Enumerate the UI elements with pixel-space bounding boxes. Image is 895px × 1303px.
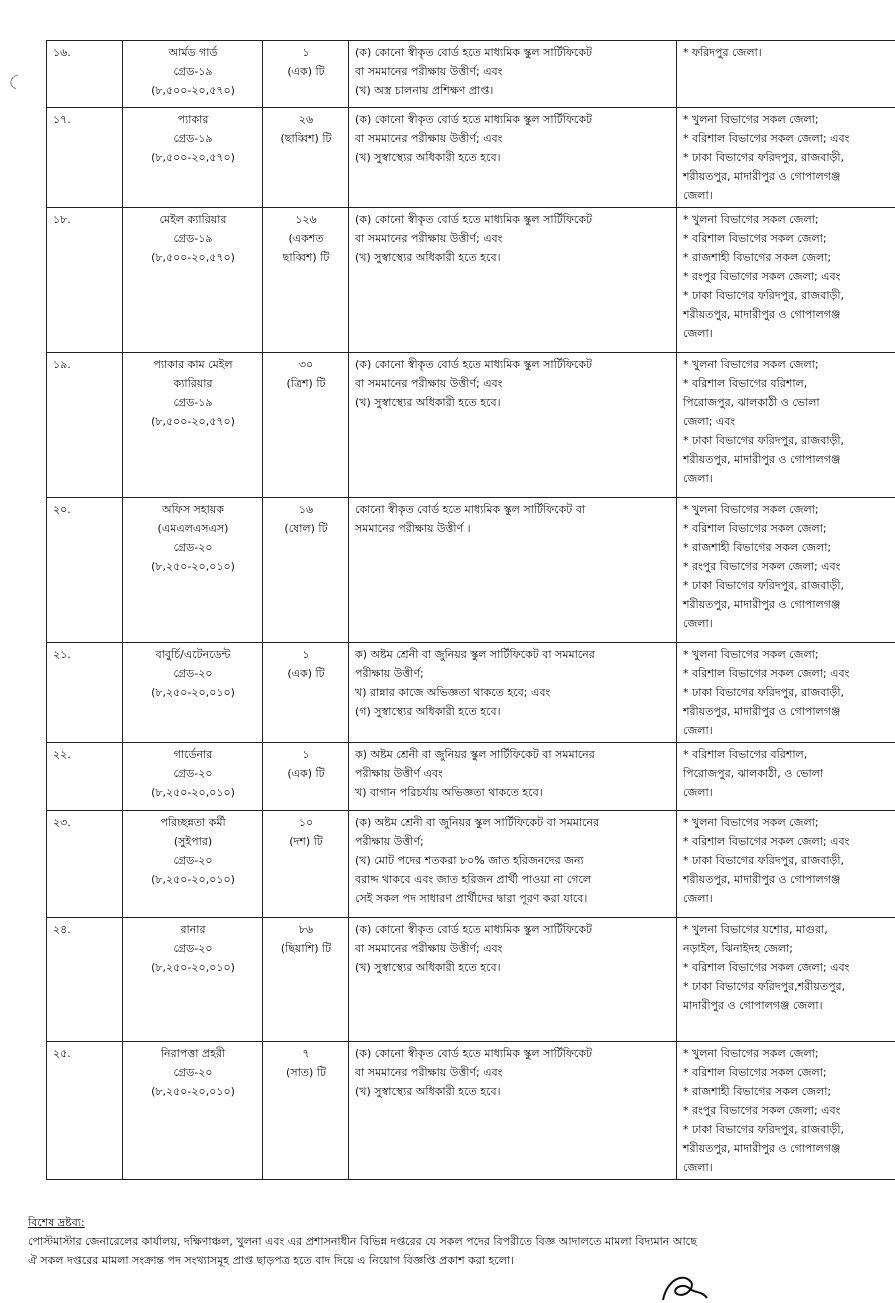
serial-number: ২০. (53, 503, 71, 516)
qualification-line: (ক) অষ্টম শ্রেনী বা জুনিয়র স্কুল সার্টিফিকেট বা সমমানের (355, 816, 600, 829)
qualification-line: সমমানের পরীক্ষায় উত্তীর্ণ । (355, 522, 471, 535)
post-name-line: গ্রেড-২০ (173, 541, 213, 554)
note-line: পোস্টমাস্টার জেনারেলের কার্যালয়, দক্ষিণাঞ্চল, খুলনা এবং এর প্রশাসনাধীন বিভিন্ন দপ্তরের যে সকল পদের বিপরীতে বিজ্ঞ আদালতে মামলা বিদ্যমান আছে (28, 1235, 697, 1248)
job-row (47, 1042, 895, 1180)
qualification-line: (খ) অস্ত্র চালনায় প্রশিক্ষণ প্রাপ্ত। (355, 84, 494, 97)
qualification-line: ক) অষ্টম শ্রেনী বা জুনিয়র স্কুল সার্টিফিকেট বা সমমানের (355, 648, 595, 661)
post-count-cell (263, 811, 349, 918)
signature-icon (655, 1268, 715, 1303)
district-line: * ফরিদপুর জেলা। (683, 46, 762, 59)
serial-number: ১৭. (53, 113, 71, 126)
qualification-line: (ক) কোনো স্বীকৃত বোর্ড হতে মাধ্যমিক স্কুল সার্টিফিকেট (355, 113, 593, 126)
district-line: * রংপুর বিভাগের সকল জেলা; এবং (683, 1104, 841, 1117)
qualification-line: (খ) সুস্বাস্থ্যের অধিকারী হতে হবে। (355, 151, 501, 164)
post-name-line: প্যাকার কাম মেইল (153, 358, 233, 371)
qualification-line: পরীক্ষায় উত্তীর্ণ; (355, 835, 424, 848)
post-name-line: (৮,৫০০-২০,৫৭০) (151, 415, 235, 428)
qualification-line: বা সমমানের পরীক্ষায় উত্তীর্ণ; এবং (355, 942, 503, 955)
district-line: * ঢাকা বিভাগের ফরিদপুর, রাজবাড়ী, (683, 151, 845, 164)
post-name-cell (123, 498, 263, 643)
post-name-cell (123, 353, 263, 498)
qualification-line: (ক) কোনো স্বীকৃত বোর্ড হতে মাধ্যমিক স্কুল সার্টিফিকেট (355, 46, 593, 59)
post-name-cell (123, 643, 263, 743)
district-line: * রংপুর বিভাগের সকল জেলা; এবং (683, 560, 841, 573)
district-line: * বরিশাল বিভাগের সকল জেলা; এবং (683, 132, 850, 145)
serial-number: ২৫. (53, 1047, 71, 1060)
district-line: পিরোজপুর, ঝালকাঠী, ও ভোলা (683, 767, 824, 780)
district-line: জেলা; এবং (683, 415, 736, 428)
post-name-line: গ্রেড-২০ (173, 942, 213, 955)
qualification-line: (খ) সুস্বাস্থ্যের অধিকারী হতে হবে। (355, 961, 501, 974)
serial-number-cell (47, 643, 123, 743)
job-row (47, 41, 895, 108)
district-line: শরীয়তপুর, মাদারীপুর ও গোপালগঞ্জ (683, 873, 841, 886)
post-name-line: (এমএলএসএস) (157, 522, 229, 535)
post-count-line: ৭ (302, 1047, 310, 1060)
qualification-line: কোনো স্বীকৃত বোর্ড হতে মাধ্যমিক স্কুল সার্টিফিকেট বা (355, 503, 586, 516)
district-line: * রাজশাহী বিভাগের সকল জেলা; (683, 1085, 832, 1098)
post-count-line: (ষোল) টি (284, 522, 328, 535)
job-row (47, 353, 895, 498)
serial-number: ২৪. (53, 923, 71, 936)
district-line: * খুলনা বিভাগের সকল জেলা; (683, 816, 819, 829)
district-cell (677, 208, 895, 353)
post-count-line: ১০ (298, 816, 314, 829)
post-name-line: আর্মড গার্ড (168, 46, 218, 59)
district-line: * ঢাকা বিভাগের ফরিদপুর, রাজবাড়ী, (683, 289, 845, 302)
qualification-line: (গ) সুস্বাস্থ্যের অধিকারী হতে হবে। (355, 705, 501, 718)
district-line: * খুলনা বিভাগের সকল জেলা; (683, 503, 819, 516)
serial-number: ১৮. (53, 213, 71, 226)
post-name-line: বাবুর্চি/এটেনডেন্ট (155, 648, 231, 661)
district-line: জেলা। (683, 892, 713, 905)
qualification-line: (ক) কোনো স্বীকৃত বোর্ড হতে মাধ্যমিক স্কুল সার্টিফিকেট (355, 923, 593, 936)
qualification-line: (খ) সুস্বাস্থ্যের অধিকারী হতে হবে। (355, 1085, 501, 1098)
post-name-line: গার্ডেনার (173, 748, 213, 761)
district-line: জেলা। (683, 327, 713, 340)
margin-scan-mark (4, 73, 24, 93)
district-line: * বরিশাল বিভাগের সকল জেলা; (683, 232, 827, 245)
qualification-line: পরীক্ষায় উত্তীর্ণ; (355, 667, 424, 680)
post-name-line: মেইল ক্যারিয়ার (159, 213, 227, 226)
post-name-cell (123, 918, 263, 1042)
qualification-line: খ) বাগান পরিচর্যায় অভিজ্ঞতা থাকতে হবে। (355, 786, 543, 799)
post-count-cell (263, 498, 349, 643)
district-line: * রংপুর বিভাগের সকল জেলা; এবং (683, 270, 841, 283)
qualification-cell (349, 353, 677, 498)
post-count-line: ১ (302, 748, 310, 761)
post-count-line: ২৬ (298, 113, 314, 126)
serial-number-cell (47, 811, 123, 918)
district-cell (677, 1042, 895, 1180)
post-name-line: গ্রেড-১৯ (173, 232, 213, 245)
note-title: বিশেষ দ্রষ্টব্য: (28, 1216, 85, 1229)
district-line: জেলা। (683, 724, 713, 737)
qualification-cell (349, 41, 677, 108)
job-row (47, 743, 895, 811)
post-name-cell (123, 811, 263, 918)
post-name-line: (৮,২৫০-২০,০১০) (151, 873, 235, 886)
note-line: ঐ সকল দপ্তরের মামলা সংক্রান্ত পদ সংখ্যাসমূহ প্রাপ্ত ছাড়পত্র হতে বাদ দিয়ে এ নিয়োগ বিজ্ঞপ্তি প্রকাশ করা হলো। (28, 1254, 515, 1267)
district-cell (677, 811, 895, 918)
qualification-cell (349, 918, 677, 1042)
district-line: * খুলনা বিভাগের সকল জেলা; (683, 213, 819, 226)
post-name-line: গ্রেড-১৯ (173, 396, 213, 409)
post-name-cell (123, 208, 263, 353)
district-cell (677, 498, 895, 643)
post-count-line: ৮৬ (298, 923, 314, 936)
district-cell (677, 743, 895, 811)
post-count-line: (সাত) টি (286, 1066, 326, 1079)
district-line: শরীয়তপুর, মাদারীপুর ও গোপালগঞ্জ (683, 705, 841, 718)
district-line: * ঢাকা বিভাগের ফরিদপুর, রাজবাড়ী, (683, 686, 845, 699)
qualification-line: বা সমমানের পরীক্ষায় উত্তীর্ণ; এবং (355, 65, 503, 78)
district-line: * বরিশাল বিভাগের সকল জেলা; এবং (683, 961, 850, 974)
post-name-line: রানার (180, 923, 206, 936)
district-line: শরীয়তপুর, মাদারীপুর ও গোপালগঞ্জ (683, 170, 841, 183)
qualification-line: (খ) মোট পদের শতকরা ৮০% জাত হরিজনদের জন্য (355, 854, 584, 867)
district-line: * ঢাকা বিভাগের ফরিদপুর,শরীয়তপুর, (683, 980, 846, 993)
district-line: * রাজশাহী বিভাগের সকল জেলা; (683, 251, 832, 264)
post-count-line: (ছিয়াশি) টি (280, 942, 332, 955)
district-cell (677, 41, 895, 108)
qualification-cell (349, 643, 677, 743)
post-name-cell (123, 41, 263, 108)
district-line: মাদারীপুর ও গোপালগঞ্জ জেলা। (683, 999, 823, 1012)
post-name-line: (৮,২৫০-২০,০১০) (151, 786, 235, 799)
district-line: * বরিশাল বিভাগের সকল জেলা; (683, 522, 827, 535)
district-line: * খুলনা বিভাগের সকল জেলা; (683, 113, 819, 126)
post-count-cell (263, 918, 349, 1042)
qualification-cell (349, 498, 677, 643)
district-line: * বরিশাল বিভাগের বরিশাল, (683, 748, 808, 761)
district-line: শরীয়তপুর, মাদারীপুর ও গোপালগঞ্জ (683, 1142, 841, 1155)
district-line: * বরিশাল বিভাগের সকল জেলা; এবং (683, 835, 850, 848)
district-line: পিরোজপুর, ঝালকাঠী ও ভোলা (683, 396, 820, 409)
job-row (47, 208, 895, 353)
post-name-line: নিরাপত্তা প্রহরী (160, 1047, 226, 1060)
district-line: নড়াইল, ঝিনাইদহ জেলা; (683, 942, 793, 955)
qualification-line: বা সমমানের পরীক্ষায় উত্তীর্ণ; এবং (355, 132, 503, 145)
post-count-line: ১ (302, 648, 310, 661)
district-line: * খুলনা বিভাগের সকল জেলা; (683, 358, 819, 371)
post-count-line: ১৬ (298, 503, 314, 516)
post-count-cell (263, 743, 349, 811)
post-name-line: গ্রেড-২০ (173, 667, 213, 680)
post-name-line: (৮,২৫০-২০,০১০) (151, 961, 235, 974)
district-line: জেলা। (683, 189, 713, 202)
qualification-line: বা সমমানের পরীক্ষায় উত্তীর্ণ; এবং (355, 232, 503, 245)
district-line: শরীয়তপুর, মাদারীপুর ও গোপালগঞ্জ (683, 453, 841, 466)
post-name-line: গ্রেড-১৯ (173, 132, 213, 145)
serial-number-cell (47, 41, 123, 108)
district-line: জেলা। (683, 472, 713, 485)
post-name-line: গ্রেড-২০ (173, 854, 213, 867)
post-name-line: অফিস সহায়ক (162, 503, 224, 516)
district-line: * ঢাকা বিভাগের ফরিদপুর, রাজবাড়ী, (683, 1123, 845, 1136)
district-line: * বরিশাল বিভাগের বরিশাল, (683, 377, 808, 390)
post-name-line: প্যাকার (177, 113, 209, 126)
post-count-line: (ছাব্বিশ) টি (280, 132, 332, 145)
job-row (47, 108, 895, 208)
qualification-cell (349, 1042, 677, 1180)
serial-number-cell (47, 498, 123, 643)
qualification-cell (349, 208, 677, 353)
post-name-line: (৮,২৫০-২০,০১০) (151, 686, 235, 699)
district-line: * বরিশাল বিভাগের সকল জেলা; এবং (683, 667, 850, 680)
post-name-cell (123, 1042, 263, 1180)
post-name-line: (সুইপার) (173, 835, 213, 848)
qualification-line: বা সমমানের পরীক্ষায় উত্তীর্ণ; এবং (355, 1066, 503, 1079)
serial-number-cell (47, 208, 123, 353)
district-cell (677, 918, 895, 1042)
district-line: * খুলনা বিভাগের সকল জেলা; (683, 1047, 819, 1060)
district-line: * ঢাকা বিভাগের ফরিদপুর, রাজবাড়ী, (683, 579, 845, 592)
post-count-line: (এক) টি (287, 667, 325, 680)
special-note (28, 1213, 868, 1270)
post-name-line: (৮,২৫০-২০,০১০) (151, 1085, 235, 1098)
district-line: * বরিশাল বিভাগের সকল জেলা; (683, 1066, 827, 1079)
job-row (47, 918, 895, 1042)
job-row (47, 498, 895, 643)
post-count-line: (দশ) টি (289, 835, 323, 848)
qualification-cell (349, 743, 677, 811)
post-name-line: (৮,৫০০-২০,৫৭০) (151, 151, 235, 164)
post-name-line: পরিচ্ছন্নতা কর্মী (160, 816, 226, 829)
post-count-line: ১২৬ (295, 213, 317, 226)
district-line: জেলা। (683, 786, 713, 799)
qualification-line: বা সমমানের পরীক্ষায় উত্তীর্ণ; এবং (355, 377, 503, 390)
post-name-line: গ্রেড-২০ (173, 767, 213, 780)
serial-number-cell (47, 353, 123, 498)
serial-number-cell (47, 108, 123, 208)
post-count-cell (263, 353, 349, 498)
qualification-line: বরাদ্দ থাকবে এবং জাত হরিজন প্রার্থী পাওয়া না গেলে (355, 873, 592, 886)
post-count-line: ৩০ (298, 358, 314, 371)
post-count-cell (263, 108, 349, 208)
serial-number-cell (47, 1042, 123, 1180)
post-count-cell (263, 208, 349, 353)
district-line: জেলা। (683, 1161, 713, 1174)
post-name-cell (123, 108, 263, 208)
post-count-line: (এক) টি (287, 767, 325, 780)
qualification-line: খ) রান্নার কাজে অভিজ্ঞতা থাকতে হবে; এবং (355, 686, 551, 699)
post-count-line: (ত্রিশ) টি (286, 377, 326, 390)
qualification-line: (ক) কোনো স্বীকৃত বোর্ড হতে মাধ্যমিক স্কুল সার্টিফিকেট (355, 1047, 593, 1060)
district-line: * রাজশাহী বিভাগের সকল জেলা; (683, 541, 832, 554)
qualification-line: সেই সকল পদ সাধারণ প্রার্থীদের দ্বারা পূরণ করা যাবে। (355, 892, 588, 905)
serial-number: ২২. (53, 748, 71, 761)
district-line: * ঢাকা বিভাগের ফরিদপুর, রাজবাড়ী, (683, 854, 845, 867)
post-name-line: গ্রেড-২০ (173, 1066, 213, 1079)
qualification-line: (ক) কোনো স্বীকৃত বোর্ড হতে মাধ্যমিক স্কুল সার্টিফিকেট (355, 213, 593, 226)
post-name-cell (123, 743, 263, 811)
post-count-line: ছাব্বিশ) টি (282, 251, 330, 264)
qualification-cell (349, 108, 677, 208)
qualification-line: পরীক্ষায় উত্তীর্ণ এবং (355, 767, 443, 780)
qualification-line: (ক) কোনো স্বীকৃত বোর্ড হতে মাধ্যমিক স্কুল সার্টিফিকেট (355, 358, 593, 371)
job-posts-table (46, 40, 895, 1180)
post-name-line: গ্রেড-১৯ (173, 65, 213, 78)
district-line: জেলা। (683, 617, 713, 630)
district-line: শরীয়তপুর, মাদারীপুর ও গোপালগঞ্জ (683, 308, 841, 321)
serial-number-cell (47, 918, 123, 1042)
qualification-line: (খ) সুস্বাস্থ্যের অধিকারী হতে হবে। (355, 251, 501, 264)
qualification-line: ক) অষ্টম শ্রেনী বা জুনিয়র স্কুল সার্টিফিকেট বা সমমানের (355, 748, 595, 761)
serial-number: ১৯. (53, 358, 71, 371)
district-cell (677, 353, 895, 498)
post-count-cell (263, 41, 349, 108)
post-count-line: ১ (302, 46, 310, 59)
district-line: শরীয়তপুর, মাদারীপুর ও গোপালগঞ্জ (683, 598, 841, 611)
post-count-cell (263, 643, 349, 743)
district-cell (677, 643, 895, 743)
qualification-cell (349, 811, 677, 918)
post-count-line: (একশত (288, 232, 324, 245)
serial-number: ২৩. (53, 816, 71, 829)
district-line: * খুলনা বিভাগের যশোর, মাগুরা, (683, 923, 828, 936)
serial-number-cell (47, 743, 123, 811)
post-name-line: (৮,৫০০-২০,৫৭০) (151, 84, 235, 97)
district-cell (677, 108, 895, 208)
post-name-line: (৮,২৫০-২০,০১০) (151, 560, 235, 573)
serial-number: ১৬. (53, 46, 71, 59)
serial-number: ২১. (53, 648, 71, 661)
post-count-cell (263, 1042, 349, 1180)
post-count-line: (এক) টি (287, 65, 325, 78)
post-name-line: (৮,৫০০-২০,৫৭০) (151, 251, 235, 264)
district-line: * ঢাকা বিভাগের ফরিদপুর, রাজবাড়ী, (683, 434, 845, 447)
job-row (47, 643, 895, 743)
district-line: * খুলনা বিভাগের সকল জেলা; (683, 648, 819, 661)
post-name-line: ক্যারিয়ার (173, 377, 213, 390)
qualification-line: (খ) সুস্বাস্থ্যের অধিকারী হতে হবে। (355, 396, 501, 409)
job-row (47, 811, 895, 918)
